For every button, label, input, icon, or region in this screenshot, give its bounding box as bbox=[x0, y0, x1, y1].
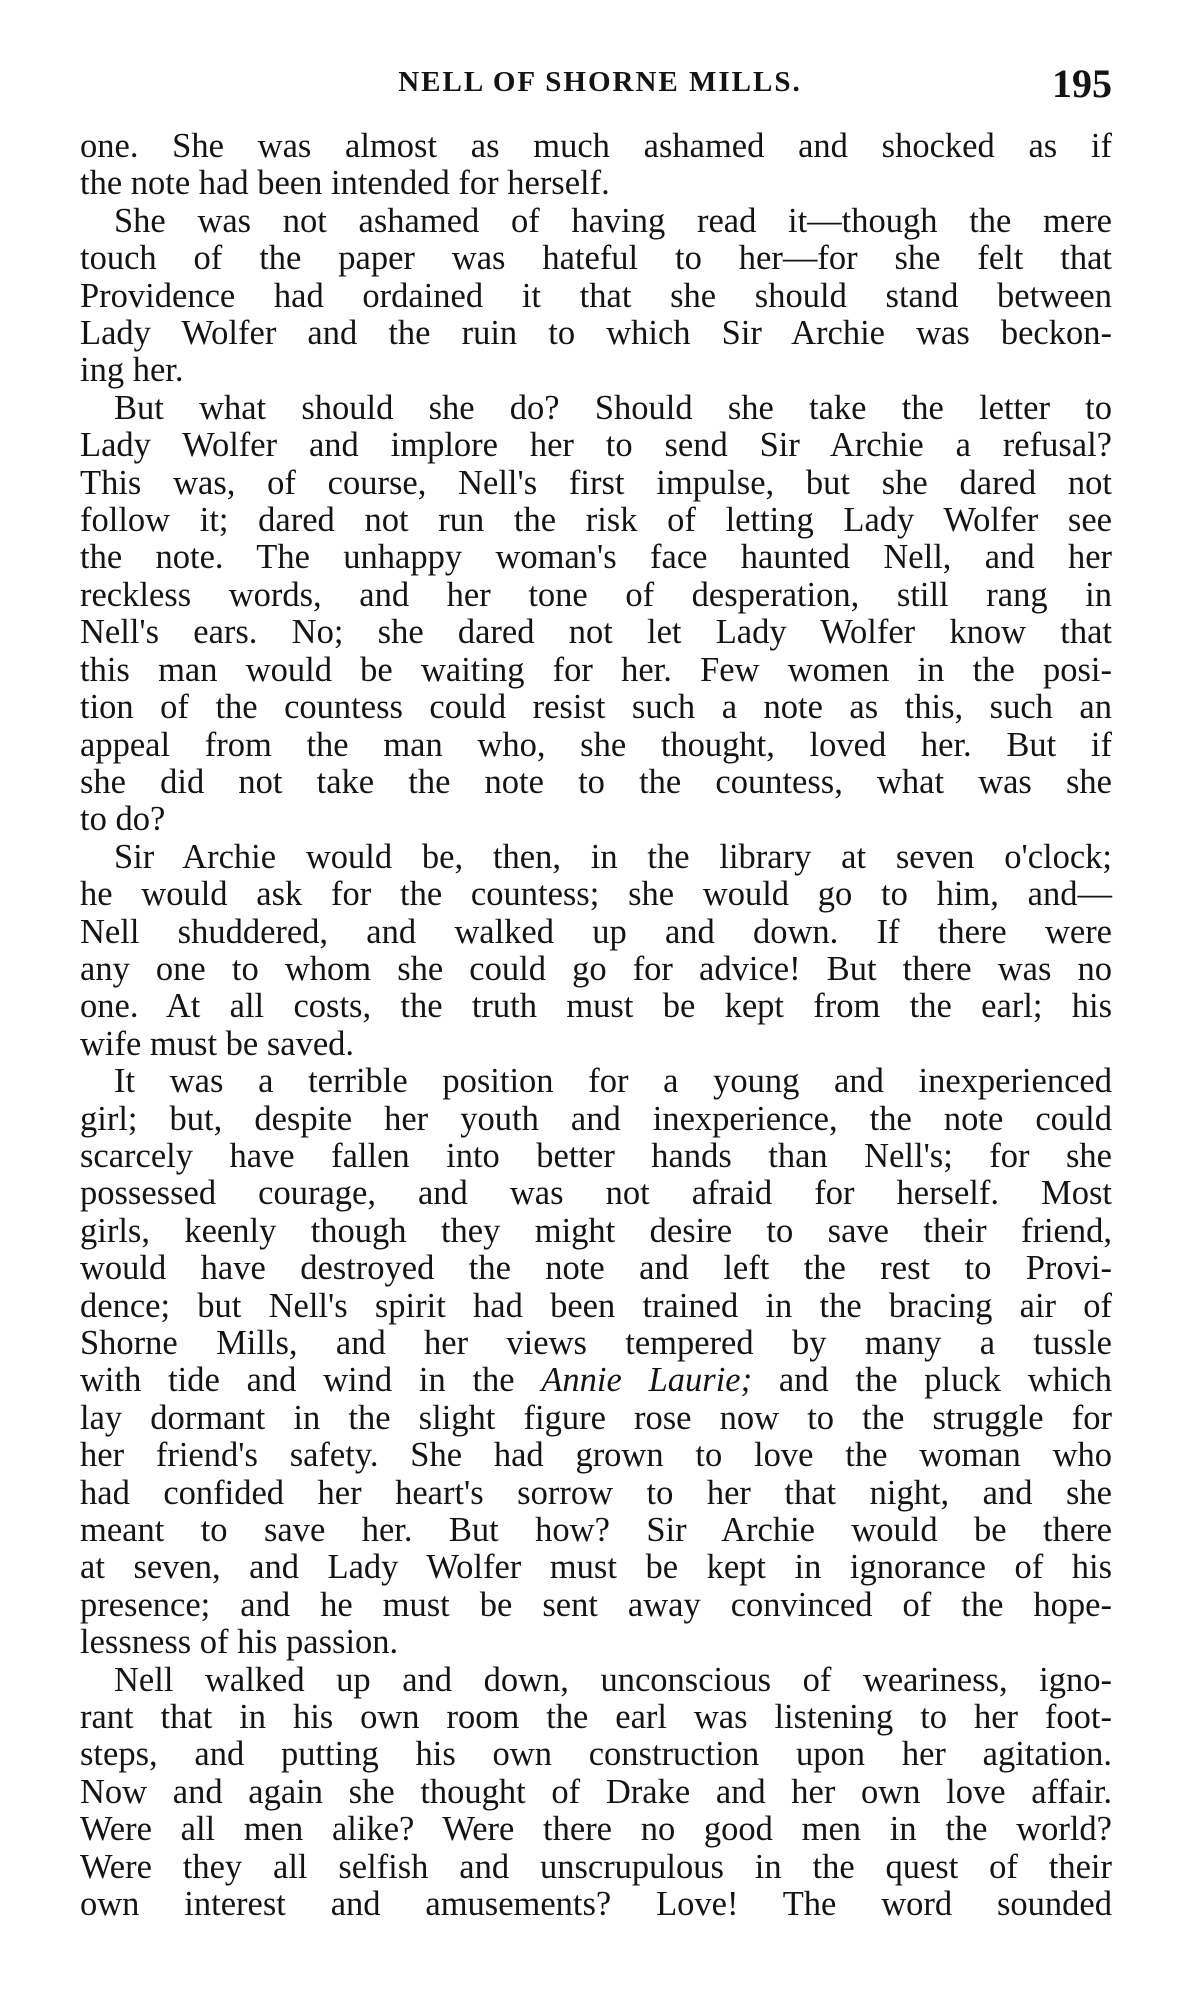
text-line: lay dormant in the slight figure rose now to the struggle for bbox=[80, 1398, 1112, 1437]
running-header bbox=[80, 62, 1120, 112]
running-title: NELL OF SHORNE MILLS. bbox=[398, 66, 802, 98]
text-line: she did not take the note to the countess, what was she bbox=[80, 762, 1112, 801]
text-line: touch of the paper was hateful to her—for she felt that bbox=[80, 239, 1112, 278]
text-line: steps, and putting his own construction upon her agitation. bbox=[80, 1735, 1112, 1774]
text-line: follow it; dared not run the risk of letting Lady Wolfer see bbox=[80, 501, 1112, 540]
text-line: Providence had ordained it that she should stand between bbox=[80, 276, 1112, 315]
text-line: the note. The unhappy woman's face haunted Nell, and her bbox=[80, 538, 1112, 577]
boat-name-italic: Annie Laurie; bbox=[541, 1361, 753, 1400]
text-line: girls, keenly though they might desire to save their friend, bbox=[80, 1211, 1112, 1250]
text-line: girl; but, despite her youth and inexperience, the note could bbox=[80, 1099, 1112, 1138]
text-line: Sir Archie would be, then, in the library at seven o'clock; bbox=[114, 837, 1112, 876]
text-line: the note had been intended for herself. bbox=[80, 164, 610, 203]
text-line: scarcely have fallen into better hands than Nell's; for she bbox=[80, 1136, 1112, 1175]
text-line: this man would be waiting for her. Few women in the posi- bbox=[80, 650, 1112, 689]
text-line: presence; and he must be sent away convinced of the hope- bbox=[80, 1585, 1112, 1624]
text-line: wife must be saved. bbox=[80, 1024, 355, 1063]
text-line: Now and again she thought of Drake and her own love affair. bbox=[80, 1772, 1112, 1811]
body-text bbox=[80, 128, 1112, 1924]
paragraph bbox=[80, 1662, 1112, 1924]
text-line: Nell's ears. No; she dared not let Lady Wolfer know that bbox=[80, 613, 1112, 652]
text-line: It was a terrible position for a young and inexperienced bbox=[114, 1062, 1112, 1101]
text-line: Nell shuddered, and walked up and down. If there were bbox=[80, 912, 1112, 951]
text-line: She was not ashamed of having read it—though the mere bbox=[114, 201, 1112, 240]
paragraph bbox=[80, 1063, 1112, 1662]
text-line: lessness of his passion. bbox=[80, 1623, 399, 1662]
page-number: 195 bbox=[1052, 61, 1112, 106]
paragraph bbox=[80, 203, 1112, 390]
text-line: Were all men alike? Were there no good men in the world? bbox=[80, 1810, 1112, 1849]
text-line: dence; but Nell's spirit had been trained in the bracing air of bbox=[80, 1286, 1112, 1325]
line-text-before: with tide and wind in the bbox=[80, 1361, 542, 1400]
text-line: one. At all costs, the truth must be kept from the earl; his bbox=[80, 987, 1112, 1026]
text-line: meant to save her. But how? Sir Archie would be there bbox=[80, 1511, 1112, 1550]
text-line: ing her. bbox=[80, 351, 184, 390]
text-line: any one to whom she could go for advice! But there was no bbox=[80, 949, 1112, 988]
paragraph bbox=[80, 839, 1112, 1063]
line-text-after: and the pluck which bbox=[752, 1361, 1113, 1400]
text-line: had confided her heart's sorrow to her that night, and she bbox=[80, 1473, 1112, 1512]
text-line: Were they all selfish and unscrupulous in the quest of their bbox=[80, 1847, 1112, 1886]
text-line: one. She was almost as much ashamed and shocked as if bbox=[80, 127, 1112, 165]
text-line: appeal from the man who, she thought, loved her. But if bbox=[80, 725, 1112, 764]
text-line: to do? bbox=[80, 800, 166, 839]
text-line: reckless words, and her tone of desperation, still rang in bbox=[80, 575, 1112, 614]
text-line: But what should she do? Should she take the letter to bbox=[114, 388, 1112, 427]
text-line: Nell walked up and down, unconscious of weariness, igno- bbox=[114, 1660, 1112, 1699]
text-line: Lady Wolfer and implore her to send Sir Archie a refusal? bbox=[80, 426, 1112, 465]
text-line: Lady Wolfer and the ruin to which Sir Archie was beckon- bbox=[80, 314, 1112, 353]
text-line: Shorne Mills, and her views tempered by many a tussle bbox=[80, 1324, 1112, 1362]
text-line: he would ask for the countess; she would go to him, and— bbox=[80, 875, 1112, 914]
text-line: tion of the countess could resist such a note as this, such an bbox=[80, 688, 1112, 727]
text-line: her friend's safety. She had grown to love the woman who bbox=[80, 1436, 1112, 1475]
paragraph bbox=[80, 128, 1112, 203]
text-line: own interest and amusements? Love! The word sounded bbox=[80, 1885, 1112, 1924]
text-line: possessed courage, and was not afraid for herself. Most bbox=[80, 1174, 1112, 1213]
text-line: This was, of course, Nell's first impulse, but she dared not bbox=[80, 463, 1112, 502]
text-line: would have destroyed the note and left the rest to Provi- bbox=[80, 1249, 1112, 1288]
paragraph bbox=[80, 390, 1112, 839]
text-line-with-italic bbox=[80, 1362, 1112, 1399]
text-line: at seven, and Lady Wolfer must be kept in ignorance of his bbox=[80, 1548, 1112, 1587]
text-line: rant that in his own room the earl was listening to her foot- bbox=[80, 1698, 1112, 1737]
